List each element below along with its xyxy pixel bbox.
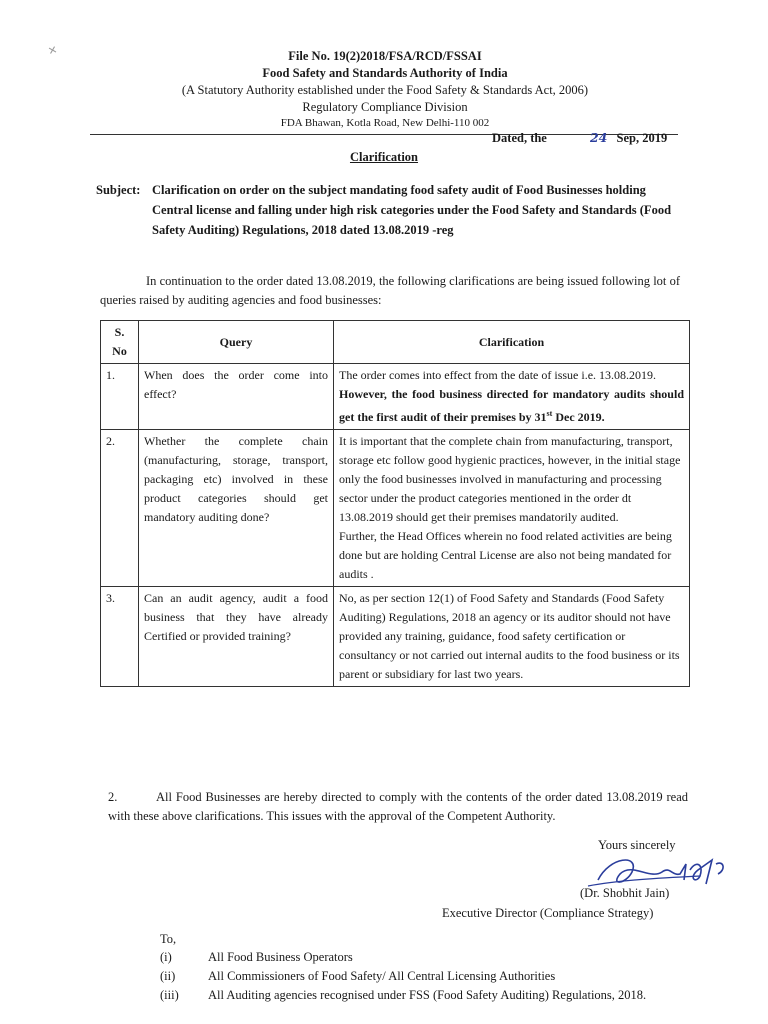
date-label: Dated, the <box>492 131 547 145</box>
row-query: When does the order come into effect? <box>139 364 334 430</box>
recipient-number: (ii) <box>160 969 176 983</box>
recipient-text: All Food Business Operators <box>208 950 353 964</box>
clarification-text: It is important that the complete chain from manufacturing, transport, storage etc follow good hygienic practices, however, in the initial stage only the food businesses involved in manufacturing and processing sector under the product categories mentioned in the order dt 13.08.2019 should get their premises mandatorily audited. <box>339 434 681 524</box>
paragraph-text: All Food Businesses are hereby directed to comply with the contents of the order dated 13.08.2019 read with these above clarifications. This issues with the approval of the Competent Authority. <box>108 790 688 823</box>
header-clarification: Clarification <box>334 321 690 364</box>
document-title <box>0 150 768 165</box>
row-sno: 3. <box>101 587 139 687</box>
recipient-text: All Commissioners of Food Safety/ All Central Licensing Authorities <box>208 969 556 983</box>
row-sno: 1. <box>101 364 139 430</box>
paragraph-number: 2. <box>108 790 118 804</box>
to-label: To, <box>160 932 177 946</box>
recipient-number: (i) <box>160 950 172 964</box>
clarification-bold-end: Dec 2019. <box>552 410 605 424</box>
authority-name: Food Safety and Standards Authority of India <box>262 66 508 80</box>
closing-line: Yours sincerely <box>598 838 676 852</box>
table-row <box>101 364 690 430</box>
title-text: Clarification <box>349 150 419 164</box>
recipient-list <box>160 948 700 1005</box>
row-clarification: No, as per section 12(1) of Food Safety and Standards (Food Safety Auditing) Regulations, 2018 an agency or its auditor should not have provided any training, guidance, food safety certification or consultancy or not carried out internal audits to the food business or its parent or subsidiary for last two years. <box>334 587 690 687</box>
list-item <box>160 967 700 986</box>
scan-mark-icon: ✕ <box>46 43 59 58</box>
subject-text: Clarification on order on the subject mandating food safety audit of Food Businesses holding Central license and falling under high risk categories under the Food Safety and Standards (Food Safety Auditing) Regulations, 2018 dated 13.08.2019 -reg <box>152 183 672 237</box>
division-name: Regulatory Compliance Division <box>302 100 468 114</box>
signer-designation: Executive Director (Compliance Strategy) <box>442 906 654 920</box>
row-query: Can an audit agency, audit a food business that they have already Certified or provided training? <box>139 587 334 687</box>
date-line <box>492 130 667 146</box>
address-line: FDA Bhawan, Kotla Road, New Delhi-110 002 <box>280 117 490 129</box>
header-query: Query <box>139 321 334 364</box>
recipient-number: (iii) <box>160 988 179 1002</box>
clarification-text-2: Further, the Head Offices wherein no food related activities are being done but are holding Central License are also not being mandated for audits . <box>339 529 672 581</box>
letterhead <box>90 48 680 130</box>
row-sno: 2. <box>101 430 139 587</box>
clarification-table <box>100 320 690 687</box>
recipient-text: All Auditing agencies recognised under FSS (Food Safety Auditing) Regulations, 2018. <box>208 988 647 1002</box>
directive-paragraph <box>108 788 688 826</box>
row-query: Whether the complete chain (manufacturing, storage, transport, packaging etc) involved in these product categories should get mandatory auditing done? <box>139 430 334 587</box>
statutory-line: (A Statutory Authority established under the Food Safety & Standards Act, 2006) <box>181 83 589 97</box>
signer-name: (Dr. Shobhit Jain) <box>580 886 670 900</box>
file-number: File No. 19(2)2018/FSA/RCD/FSSAI <box>288 49 482 63</box>
table-row <box>101 587 690 687</box>
clarification-bold-text <box>339 385 684 427</box>
clarification-bold-main: However, the food business directed for mandatory audits should get the first audit of their premises by 31 <box>339 387 684 424</box>
header-sno: S. No <box>101 321 139 364</box>
row-clarification <box>334 364 690 430</box>
subject-label: Subject: <box>96 183 141 197</box>
list-item <box>160 948 700 967</box>
date-month-year: Sep, 2019 <box>616 131 668 145</box>
table-header-row <box>101 321 690 364</box>
ordinal-suffix: st <box>546 409 553 418</box>
table-row <box>101 430 690 587</box>
clarification-text: The order comes into effect from the date of issue i.e. 13.08.2019. <box>339 368 657 382</box>
list-item <box>160 986 700 1005</box>
row-clarification <box>334 430 690 587</box>
intro-paragraph: In continuation to the order dated 13.08.2019, the following clarifications are being issued following lot of queries raised by auditing agencies and food businesses: <box>100 274 680 307</box>
date-day-handwritten: 24 <box>589 130 608 145</box>
